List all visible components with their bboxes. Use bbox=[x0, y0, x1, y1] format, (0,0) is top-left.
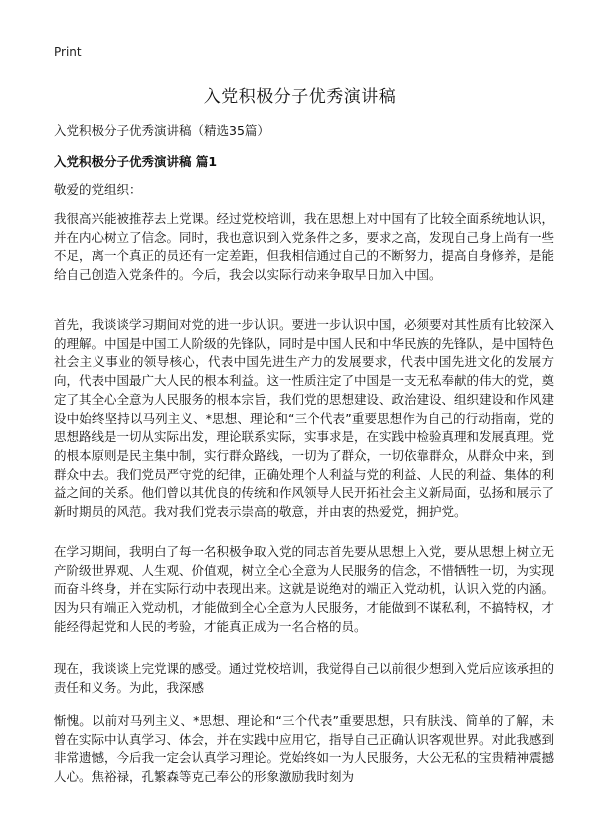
print-label[interactable]: Print bbox=[54, 45, 82, 59]
paragraph-3: 在学习期间，我明白了每一名积极争取入党的同志首先要从思想上入党，要从思想上树立无产阶级世界观、人生观、价值观，树立全心全意为人民服务的信念，不惜牺牲一切，为实现而奋斗终身，并在实际行动中表现出来。这就是说绝对的端正入党动机，认识入党的内涵。因为只有端正入党动机，才能做到全心全意为人民服务，才能做到不谋私利，不搞特权，才能经得起党和人民的考验，才能真正成为一名合格的员。 bbox=[54, 544, 554, 634]
document-subtitle: 入党积极分子优秀演讲稿（精选35篇） bbox=[54, 123, 270, 138]
paragraph-1: 我很高兴能被推荐去上党课。经过党校培训，我在思想上对中国有了比较全面系统地认识，并在内心树立了信念。同时，我也意识到入党条件之多，要求之高，发现自己身上尚有一些不足，离一个真正的员还有一定差距，但我相信通过自己的不断努力，提高自身修养，是能给自己创造入党条件的。今后，我会以实际行动来争取早日加入中国。 bbox=[54, 211, 554, 283]
paragraph-5: 惭愧。以前对马列主义、*思想、理论和“三个代表”重要思想，只有肤浅、简单的了解，未曾在实际中认真学习、体会，并在实践中应用它，指导自己正确认识客观世界。对此我感到非常遗憾，今后我一定会认真学习理论。党始终如一为人民服务，大公无私的宝贵精神震撼人心。焦裕禄，孔繁森等克己奉公的形象激励我时刻为 bbox=[54, 713, 554, 785]
paragraph-2: 首先，我谈谈学习期间对党的进一步认识。要进一步认识中国，必须要对其性质有比较深入的理解。中国是中国工人阶级的先锋队，同时是中国人民和中华民族的先锋队，是中国特色社会主义事业的领导核心，代表中国先进生产力的发展要求，代表中国先进文化的发展方向，代表中国最广大人民的根本利益。这一性质注定了中国是一支无私奉献的伟大的党，奠定了其全心全意为人民服务的根本宗旨，我们党的思想建设、政治建设、组织建设和作风建设中始终坚持以马列主义、*思想、理论和“三个代表”重要思想作为自己的行动指南，党的思想路线是一切从实际出发，理论联系实际，实事求是，在实践中检验真理和发展真理。党的根本原则是民主集中制，实行群众路线，一切为了群众，一切依靠群众，从群众中来，到群众中去。我们党员严守党的纪律，正确处理个人利益与党的利益、人民的利益、集体的利益之间的关系。他们曾以其优良的传统和作风领导人民开拓社会主义新局面，弘扬和展示了新时期员的风范。我对我们党表示崇高的敬意，并由衷的热爱党，拥护党。 bbox=[54, 317, 554, 520]
section-heading: 入党积极分子优秀演讲稿 篇1 bbox=[54, 154, 218, 169]
paragraph-4: 现在，我谈谈上完党课的感受。通过党校培训，我觉得自己以前很少想到入党后应该承担的责任和义务。为此，我深感 bbox=[54, 661, 554, 695]
document-title: 入党积极分子优秀演讲稿 bbox=[203, 87, 397, 107]
greeting-line: 敬爱的党组织： bbox=[54, 182, 142, 197]
